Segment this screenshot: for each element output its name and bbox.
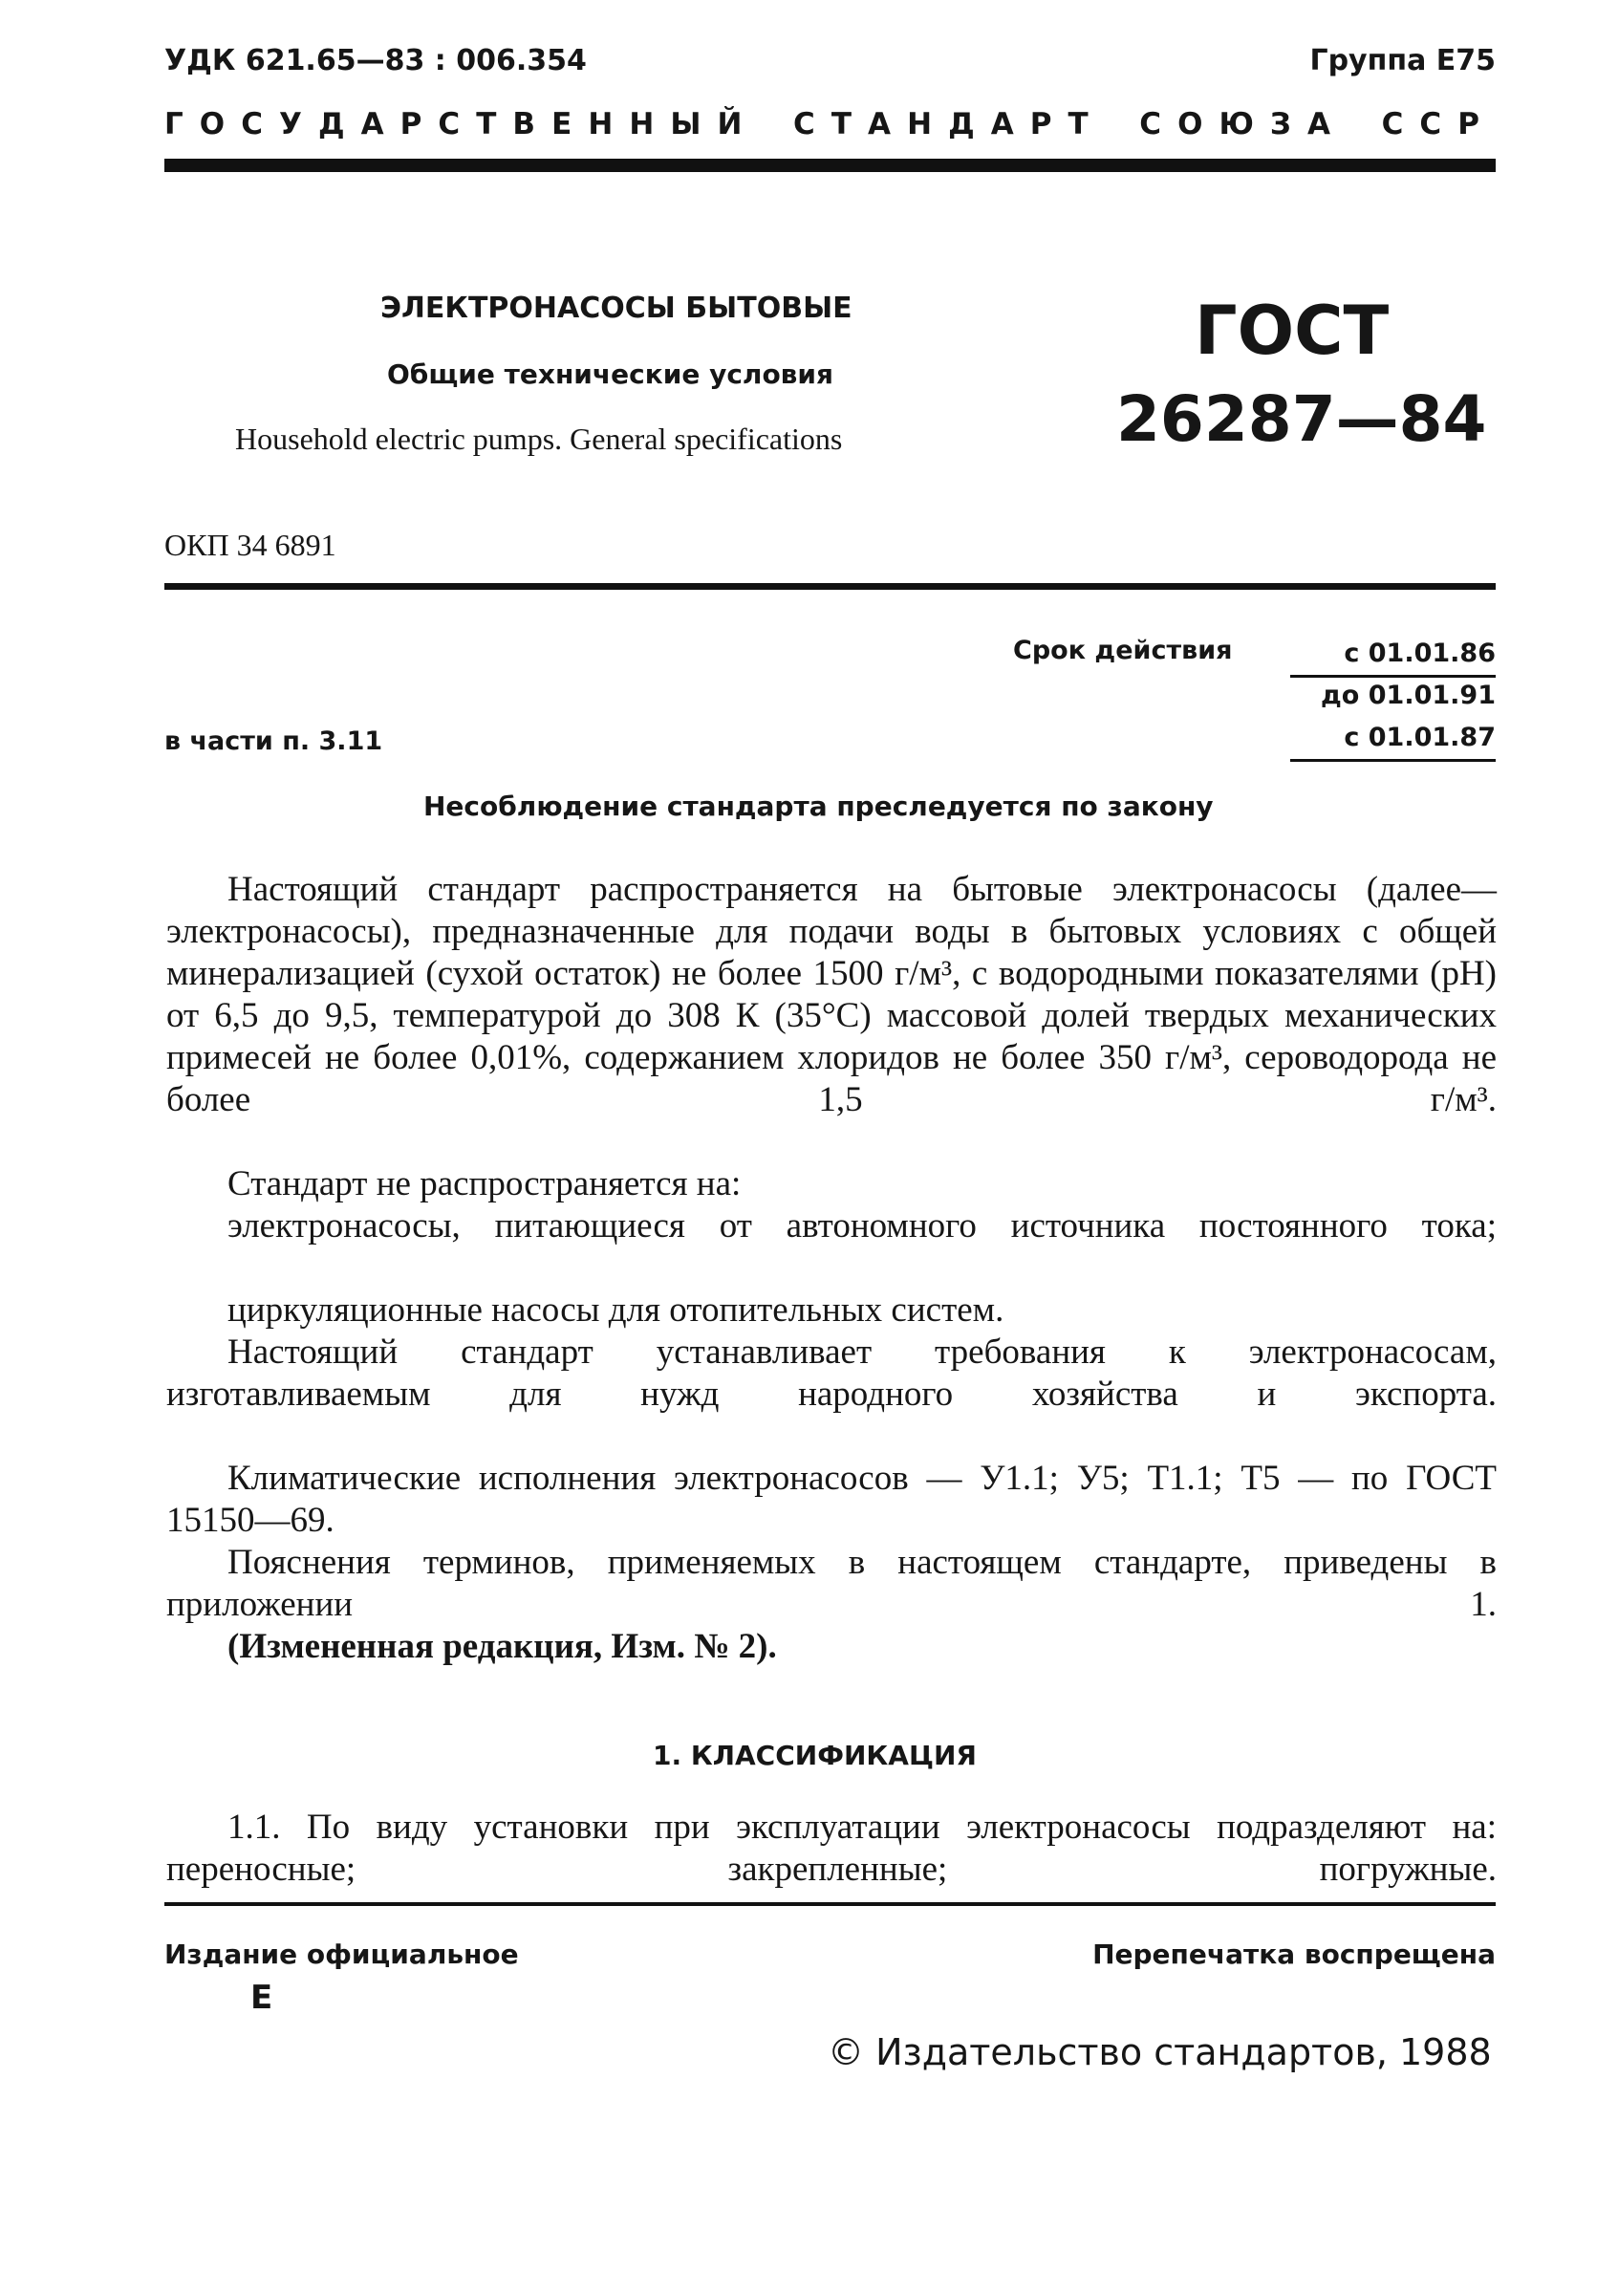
body-paragraph: Пояснения терминов, применяемых в настоящем стандарте, приведены в приложении 1. bbox=[166, 1543, 1497, 1624]
law-notice: Несоблюдение стандарта преследуется по закону bbox=[423, 791, 1214, 822]
validity-underline bbox=[1290, 759, 1496, 762]
title-rule bbox=[164, 583, 1496, 590]
validity-to: до 01.01.91 bbox=[1321, 681, 1496, 710]
document-title: ЭЛЕКТРОНАСОСЫ БЫТОВЫЕ bbox=[380, 292, 852, 325]
body-paragraph: Настоящий стандарт распространяется на бытовые электронасосы (далее—электронасосы), предназначенные для подачи воды в бытовых условиях с общей минерализацией (сухой остаток) не более 1500 г/м³, с водородными показателями (рН) от 6,5 до 9,5, температурой до 308 К (35°С) массовой долей твердых механических примесей не более 0,01%, содержанием хлоридов не более 350 г/м³, сероводорода не более 1,5 г/м³. bbox=[166, 870, 1497, 1119]
banner-word: СТАНДАРТ bbox=[793, 107, 1105, 141]
gost-label: ГОСТ bbox=[1195, 292, 1390, 370]
gost-number: 26287—84 bbox=[1116, 382, 1487, 456]
validity-part-from: с 01.01.87 bbox=[1344, 723, 1496, 752]
body-paragraph: Настоящий стандарт устанавливает требования к электронасосам, изготавливаемым для нужд народного хозяйства и экспорта. bbox=[166, 1332, 1497, 1414]
body-paragraph: циркуляционные насосы для отопительных систем. bbox=[227, 1290, 1004, 1330]
copyright: © Издательство стандартов, 1988 bbox=[828, 2031, 1492, 2073]
document-subtitle: Общие технические условия bbox=[387, 358, 833, 390]
state-standard-banner bbox=[164, 107, 1496, 141]
edition-letter: Е bbox=[250, 1979, 273, 2017]
body-paragraph: электронасосы, питающиеся от автономного источника постоянного тока; bbox=[227, 1206, 1497, 1245]
section-title: 1. КЛАССИФИКАЦИЯ bbox=[653, 1740, 977, 1771]
banner-word: СОЮЗА bbox=[1139, 107, 1348, 141]
validity-part-label: в части п. 3.11 bbox=[164, 726, 383, 756]
group-code: Группа Е75 bbox=[1309, 44, 1496, 77]
body-paragraph: Климатические исполнения электронасосов — У1.1; У5; Т1.1; Т5 — по ГОСТ 15150—69. bbox=[166, 1459, 1497, 1540]
official-edition: Издание официальное bbox=[164, 1939, 519, 1970]
header-rule bbox=[164, 159, 1496, 172]
okp-code: ОКП 34 6891 bbox=[164, 528, 336, 562]
amendment-note: (Измененная редакция, Изм. № 2). bbox=[227, 1627, 777, 1666]
banner-word: ССР bbox=[1381, 107, 1496, 141]
body-paragraph: 1.1. По виду установки при эксплуатации электронасосы подразделяют на: переносные; закрепленные; погружные. bbox=[166, 1808, 1497, 1889]
reprint-notice: Перепечатка воспрещена bbox=[1092, 1939, 1496, 1970]
footer-rule bbox=[164, 1902, 1496, 1906]
english-title: Household electric pumps. General specifications bbox=[235, 422, 843, 456]
body-paragraph: Стандарт не распространяется на: bbox=[227, 1164, 742, 1203]
udk-code: УДК 621.65—83 : 006.354 bbox=[164, 44, 587, 77]
validity-from: с 01.01.86 bbox=[1344, 639, 1496, 668]
validity-label: Срок действия bbox=[1013, 636, 1233, 665]
validity-divider bbox=[1290, 675, 1496, 678]
banner-word: ГОСУДАРСТВЕННЫЙ bbox=[164, 107, 759, 141]
